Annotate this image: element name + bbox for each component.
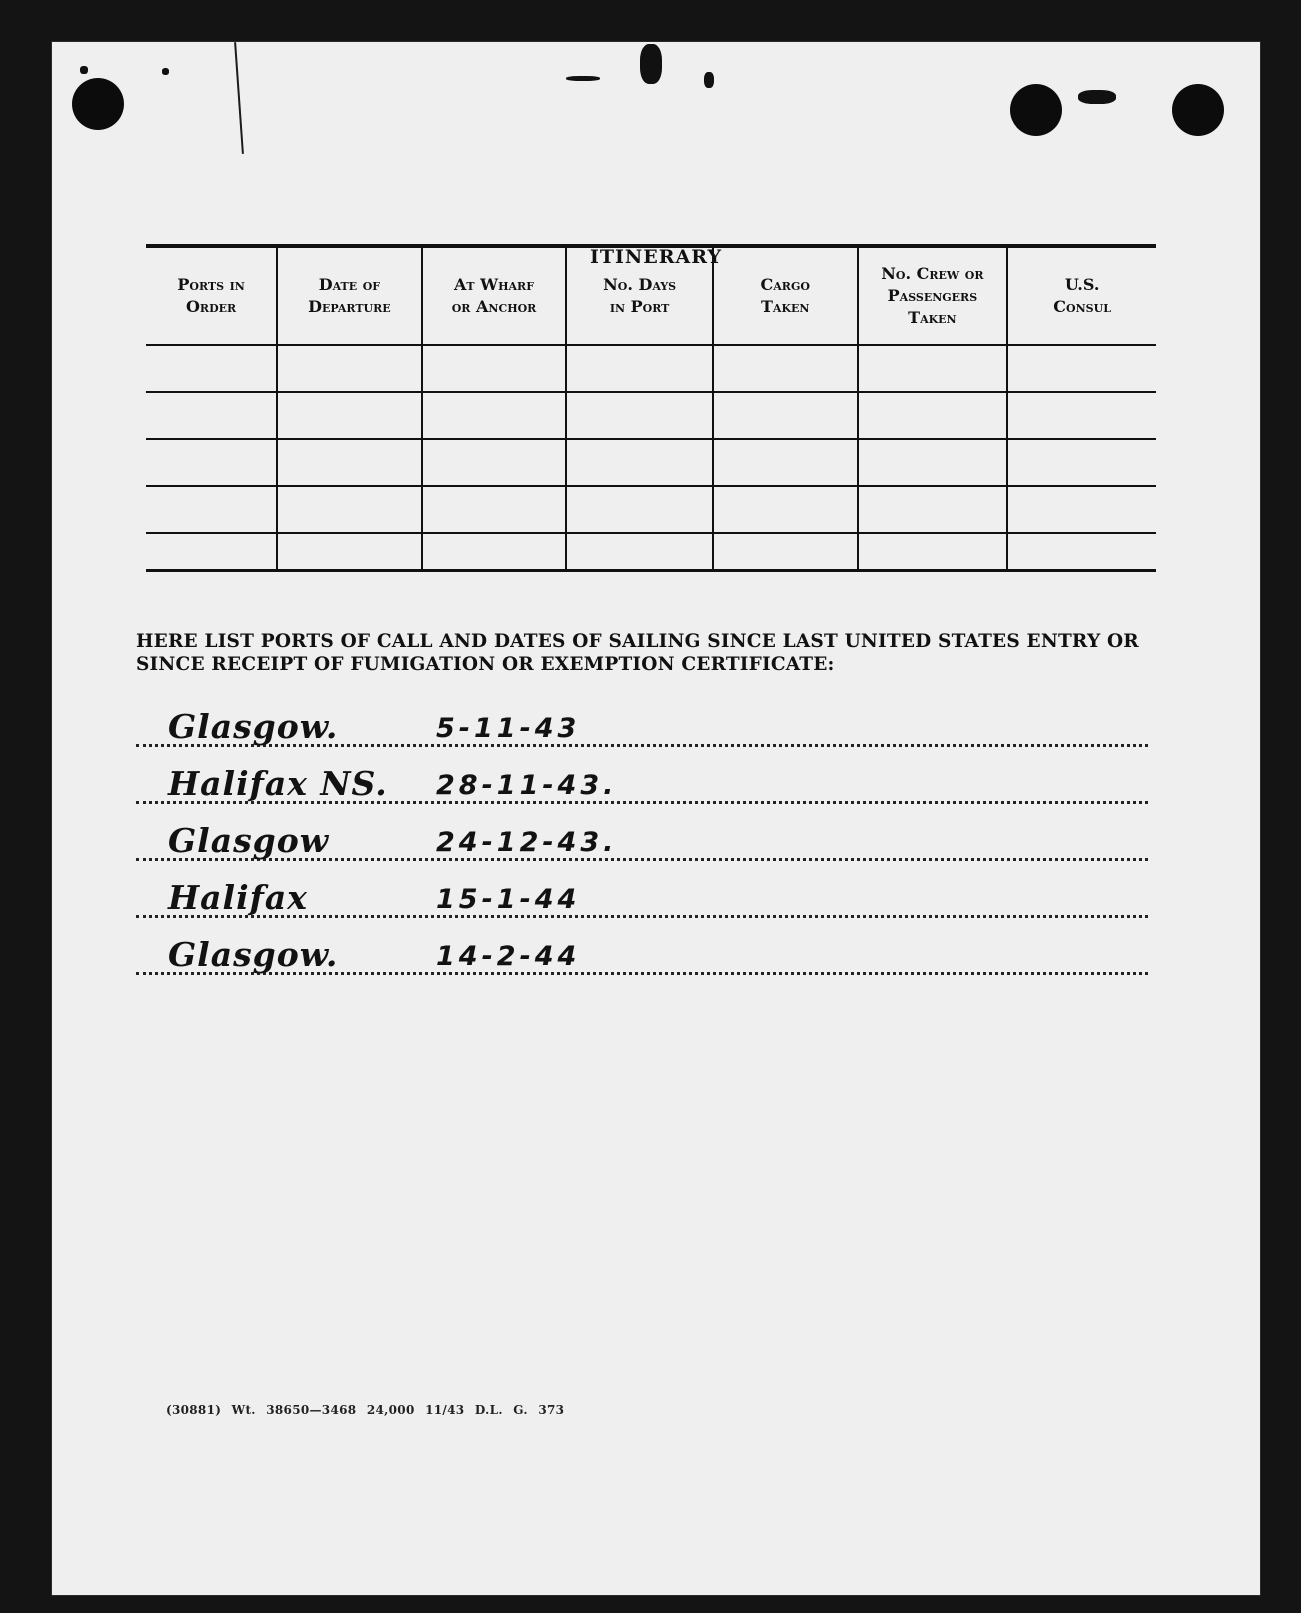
table-cell[interactable] bbox=[1007, 392, 1156, 439]
table-cell[interactable] bbox=[1007, 486, 1156, 533]
table-header-row bbox=[146, 246, 1156, 345]
handwritten-date: 15-1-44 bbox=[436, 884, 581, 915]
table-row bbox=[146, 486, 1156, 533]
table-cell[interactable] bbox=[146, 533, 277, 571]
table-cell[interactable] bbox=[277, 486, 422, 533]
form-title: ITINERARY bbox=[589, 246, 723, 268]
table-cell[interactable] bbox=[277, 439, 422, 486]
table-cell[interactable] bbox=[566, 533, 713, 571]
punch-hole-left bbox=[72, 78, 124, 130]
column-header-wharf-anchor: At Wharf or Anchor bbox=[422, 246, 567, 345]
table-cell[interactable] bbox=[858, 439, 1008, 486]
table-cell[interactable] bbox=[713, 486, 858, 533]
table-row bbox=[146, 392, 1156, 439]
column-header-ports: Ports in Order bbox=[146, 246, 277, 345]
table-cell[interactable] bbox=[277, 533, 422, 571]
table-cell[interactable] bbox=[566, 392, 713, 439]
table-cell[interactable] bbox=[858, 533, 1008, 571]
table-cell[interactable] bbox=[713, 439, 858, 486]
table-cell[interactable] bbox=[422, 439, 567, 486]
handwritten-port: Glasgow bbox=[168, 821, 330, 860]
table-cell[interactable] bbox=[422, 345, 567, 392]
ink-smudge bbox=[162, 68, 169, 75]
table-cell[interactable] bbox=[422, 486, 567, 533]
table-cell[interactable] bbox=[566, 486, 713, 533]
table-cell[interactable] bbox=[1007, 345, 1156, 392]
table-cell[interactable] bbox=[422, 533, 567, 571]
port-entry-line[interactable] bbox=[136, 861, 1148, 918]
ports-of-call-instructions: HERE LIST PORTS OF CALL AND DATES OF SAILING SINCE LAST UNITED STATES ENTRY OR SINCE RECEIPT OF FUMIGATION OR EXEMPTION CERTIFICATE: bbox=[136, 631, 1139, 675]
handwritten-port: Halifax bbox=[168, 878, 308, 917]
table-row bbox=[146, 345, 1156, 392]
table-cell[interactable] bbox=[146, 392, 277, 439]
punch-hole-right-2 bbox=[1172, 84, 1224, 136]
form-print-code: (30881) Wt. 38650—3468 24,000 11/43 D.L. G. 373 bbox=[166, 1403, 565, 1417]
handwritten-port: Halifax NS. bbox=[168, 764, 388, 803]
table-cell[interactable] bbox=[422, 392, 567, 439]
table-cell[interactable] bbox=[146, 439, 277, 486]
handwritten-date: 24-12-43. bbox=[436, 827, 618, 858]
handwritten-date: 14-2-44 bbox=[436, 941, 581, 972]
table-cell[interactable] bbox=[566, 439, 713, 486]
table-cell[interactable] bbox=[146, 486, 277, 533]
port-entry-line[interactable] bbox=[136, 918, 1148, 975]
column-header-cargo: Cargo Taken bbox=[713, 246, 858, 345]
table-row bbox=[146, 533, 1156, 571]
column-header-crew-passengers: No. Crew or Passengers Taken bbox=[858, 246, 1008, 345]
port-entry-line[interactable] bbox=[136, 690, 1148, 747]
column-header-days-in-port: No. Days in Port bbox=[566, 246, 713, 345]
table-cell[interactable] bbox=[858, 392, 1008, 439]
ink-smudge bbox=[566, 76, 600, 81]
table-cell[interactable] bbox=[713, 392, 858, 439]
table-cell[interactable] bbox=[858, 345, 1008, 392]
ink-smudge bbox=[1078, 90, 1116, 104]
table-cell[interactable] bbox=[713, 345, 858, 392]
ink-smudge bbox=[640, 44, 662, 84]
ink-smudge bbox=[704, 72, 714, 88]
punch-hole-right-1 bbox=[1010, 84, 1062, 136]
table-cell[interactable] bbox=[277, 345, 422, 392]
handwritten-port: Glasgow. bbox=[168, 935, 339, 974]
handwritten-date: 28-11-43. bbox=[436, 770, 618, 801]
table-row bbox=[146, 439, 1156, 486]
ports-of-call-list bbox=[136, 690, 1148, 975]
handwritten-port: Glasgow. bbox=[168, 707, 339, 746]
ink-smudge bbox=[80, 66, 88, 74]
itinerary-table bbox=[146, 244, 1156, 572]
paper-crease bbox=[234, 42, 244, 154]
table-cell[interactable] bbox=[1007, 533, 1156, 571]
table-cell[interactable] bbox=[566, 345, 713, 392]
column-header-us-consul: U.S. Consul bbox=[1007, 246, 1156, 345]
table-cell[interactable] bbox=[277, 392, 422, 439]
port-entry-line[interactable] bbox=[136, 804, 1148, 861]
table-cell[interactable] bbox=[713, 533, 858, 571]
table-cell[interactable] bbox=[146, 345, 277, 392]
handwritten-date: 5-11-43 bbox=[436, 713, 581, 744]
table-cell[interactable] bbox=[1007, 439, 1156, 486]
table-cell[interactable] bbox=[858, 486, 1008, 533]
column-header-date-departure: Date of Departure bbox=[277, 246, 422, 345]
port-entry-line[interactable] bbox=[136, 747, 1148, 804]
